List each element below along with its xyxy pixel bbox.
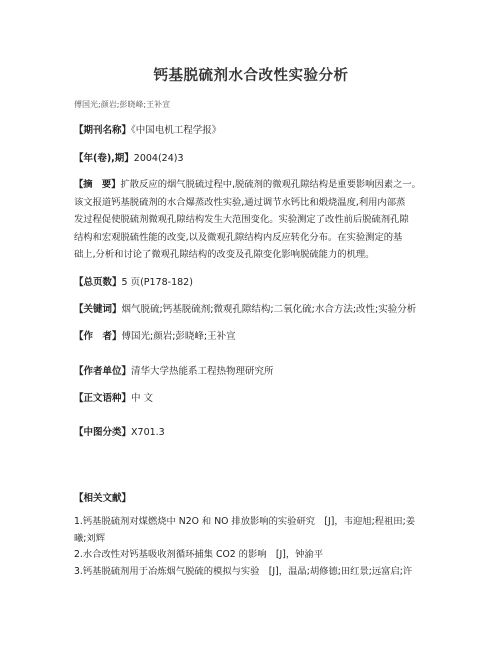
- abstract-line: 础上,分析和讨论了微观孔隙结构的改变及孔隙变化影响脱硫能力的机理。: [74, 249, 375, 260]
- reference-line: 2.水合改性对钙基吸收剂循环捕集 CO2 的影响 [J]，钟渝平: [74, 549, 324, 560]
- authors-value: 傅国光;颜岩;彭晓峰;王补宣: [121, 331, 236, 342]
- affiliation-field: [74, 365, 274, 378]
- year-issue-value: 2004(24)3: [133, 153, 184, 164]
- abstract-block: [74, 176, 444, 264]
- classification-field: [74, 426, 165, 439]
- reference-line: 3.钙基脱硫剂用于冶炼烟气脱硫的模拟与实验 [J]，温晶;胡修德;田红景;远富启;许: [74, 565, 413, 577]
- classification-label: 【中图分类】: [74, 427, 132, 438]
- year-issue-field: [74, 152, 184, 165]
- abstract-line: 该文报道钙基脱硫剂的水合爆蒸改性实验,通过调节水钙比和煅烧温度,利用内部蒸: [74, 196, 406, 208]
- language-value: 中 文: [131, 393, 154, 404]
- language-label: 【正文语种】: [74, 393, 132, 404]
- keywords-label: 【关键词】: [74, 304, 122, 315]
- affiliation-label: 【作者单位】: [74, 366, 132, 377]
- language-field: [74, 392, 153, 405]
- document-title: 钙基脱硫剂水合改性实验分析: [153, 68, 349, 84]
- year-issue-label: 【年(卷),期】: [74, 153, 134, 164]
- pages-value: 5 页(P178-182): [121, 277, 193, 288]
- reference-line: 曦;刘辉: [74, 532, 106, 544]
- journal-value: 《中国电机工程学报》: [131, 125, 222, 136]
- author-line: 傅国光;颜岩;彭晓峰;王补宣: [74, 100, 171, 109]
- affiliation-value: 清华大学热能系工程热物理研究所: [131, 366, 274, 377]
- references-heading: 【相关文献】: [74, 493, 132, 504]
- pages-label: 【总页数】: [74, 277, 122, 288]
- abstract-line: 结构和宏观脱硫性能的改变,以及微观孔隙结构内反应转化分布。在实验测定的基: [74, 231, 403, 243]
- reference-line: 1.钙基脱硫剂对煤燃烧中 N2O 和 NO 排放影响的实验研究 [J]，韦迎旭;程祖田;姜: [74, 516, 416, 527]
- abstract-line: 【摘 要】扩散反应的烟气脱硫过程中,脱硫剂的微观孔隙结构是重要影响因素之一。: [74, 179, 421, 190]
- journal-field: [74, 124, 221, 137]
- keywords-field: [74, 303, 416, 316]
- keywords-value: 烟气脱硫;钙基脱硫剂;微观孔隙结构;二氧化硫;水合方法;改性;实验分析: [121, 304, 417, 315]
- references-list: [74, 514, 454, 580]
- journal-label: 【期刊名称】: [74, 125, 132, 136]
- authors-label: 【作 者】: [74, 331, 122, 342]
- classification-value: X701.3: [131, 427, 165, 438]
- abstract-line: 发过程促使脱硫剂微观孔隙结构发生大范围变化。实验测定了改性前后脱硫剂孔隙: [74, 214, 409, 225]
- abstract-label: 【摘 要】: [74, 179, 121, 190]
- pages-field: [74, 276, 193, 289]
- authors-field: [74, 330, 236, 343]
